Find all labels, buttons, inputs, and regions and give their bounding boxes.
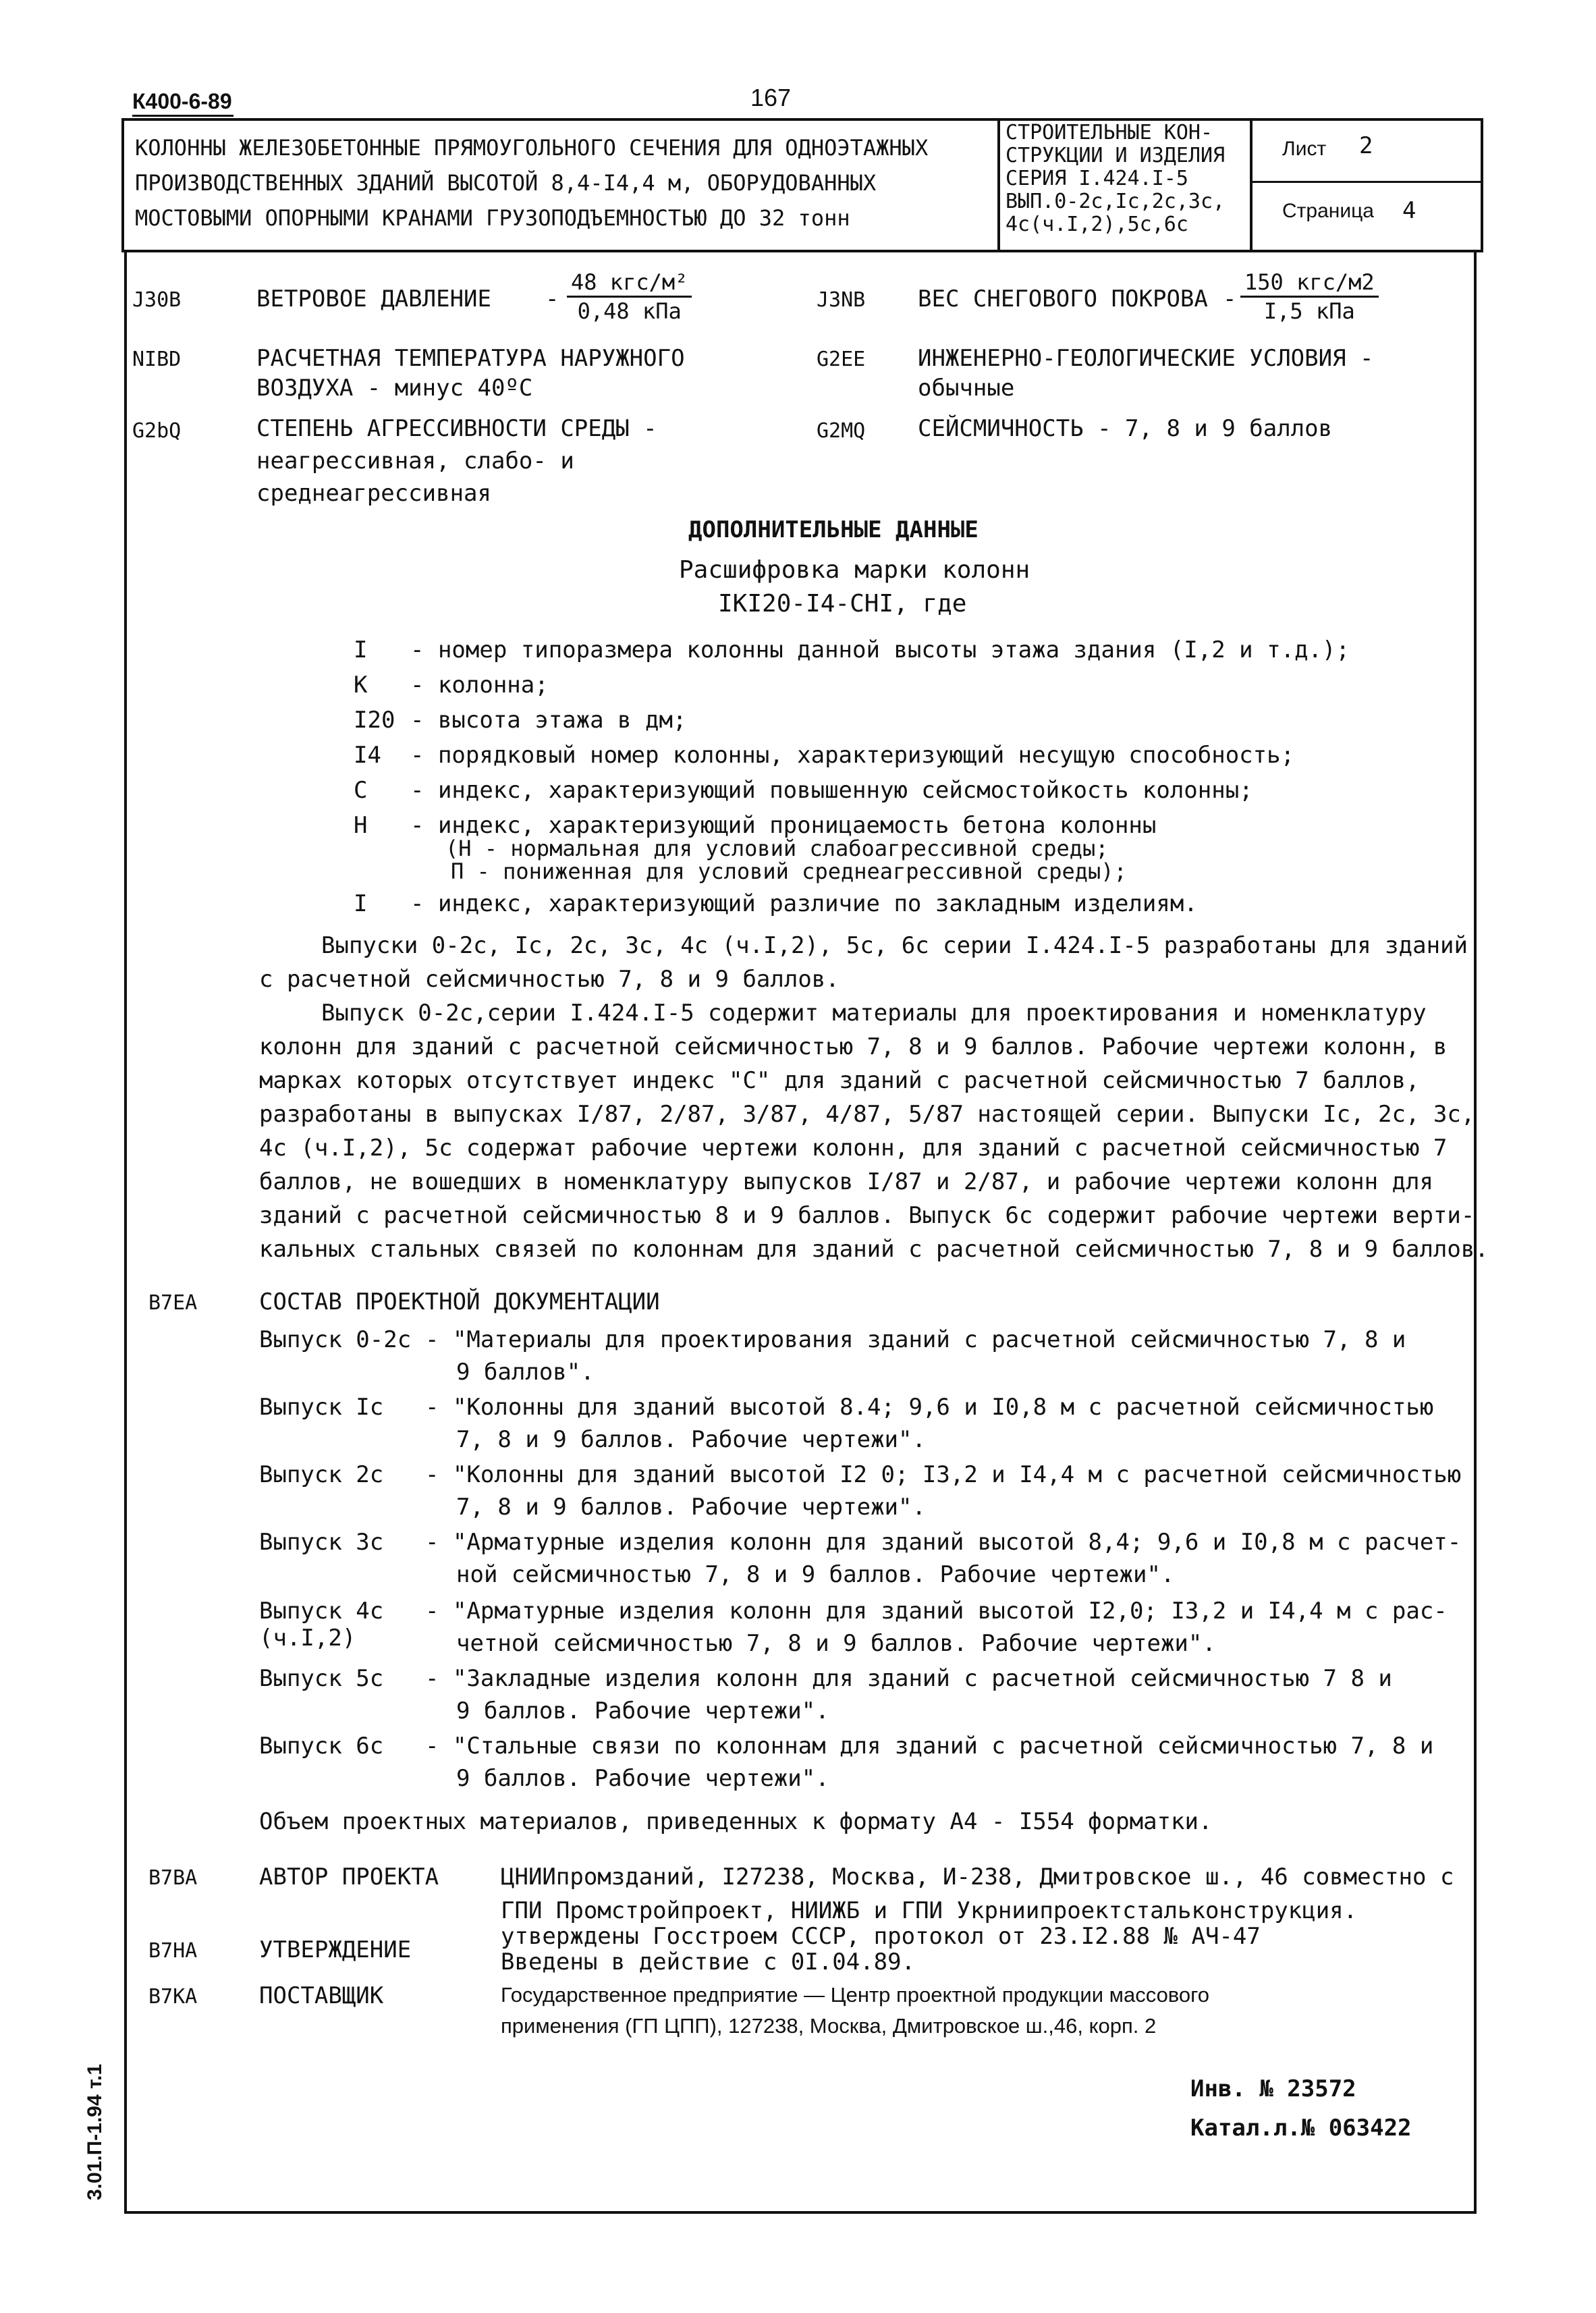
release-label: Выпуск 5с	[259, 1665, 384, 1692]
series-line-4: ВЫП.0-2с,Iс,2с,3с,	[1006, 190, 1226, 213]
legend-text: - индекс, характеризующий проницаемость бетона колонны	[410, 812, 1157, 839]
approval-label: УТВЕРЖДЕНИЕ	[259, 1936, 412, 1963]
catalog-number: Катал.л.№ 063422	[1190, 2115, 1412, 2142]
title-line-2: ПРОИЗВОДСТВЕННЫХ ЗДАНИЙ ВЫСОТОЙ 8,4-I4,4 м, ОБОРУДОВАННЫХ	[135, 170, 877, 196]
doc-code: К400-6-89	[132, 89, 232, 113]
supplier-line-1: Государственное предприятие — Центр проектной продукции массового	[501, 1983, 1210, 2007]
supplier-code: B7KA	[148, 1985, 198, 2009]
series-line-3: СЕРИЯ I.424.I-5	[1006, 167, 1188, 190]
author-line-2: ГПИ Промстройпроект, НИИЖБ и ГПИ Укрниипроектстальконструкция.	[501, 1897, 1358, 1924]
aggr-line-3: среднеагрессивная	[256, 480, 491, 507]
marking-example: IKI20-I4-CHI, где	[718, 590, 967, 618]
paragraph-line: 4с (ч.I,2), 5с содержат рабочие чертежи колонн, для зданий с расчетной сейсмичностью 7	[259, 1135, 1448, 1162]
release-desc: ной сейсмичностью 7, 8 и 9 баллов. Рабочие чертежи".	[456, 1561, 1175, 1588]
geo-line-2: обычные	[918, 375, 1015, 402]
paragraph-line: зданий с расчетной сейсмичностью 8 и 9 баллов. Выпуск 6с содержит рабочие чертежи верти-	[259, 1202, 1475, 1229]
release-desc: - "Закладные изделия колонн для зданий с расчетной сейсмичностью 7 8 и	[425, 1665, 1392, 1692]
supplier-label: ПОСТАВЩИК	[259, 1982, 384, 2009]
snow-label: ВЕС СНЕГОВОГО ПОКРОВА	[918, 285, 1208, 312]
release-label: Выпуск 4с	[259, 1598, 384, 1625]
release-desc: 9 баллов. Рабочие чертежи".	[456, 1697, 829, 1724]
approval-code: B7HA	[148, 1939, 198, 1963]
aggr-line-2: неагрессивная, слабо- и	[256, 447, 574, 474]
author-label: АВТОР ПРОЕКТА	[259, 1863, 439, 1890]
wind-numerator: 48 кгс/м²	[567, 269, 692, 298]
legend-text: - индекс, характеризующий повышенную сейсмостойкость колонны;	[410, 777, 1253, 804]
volume-note: Объем проектных материалов, приведенных к формату А4 - I554 форматки.	[259, 1808, 1213, 1835]
release-desc: 7, 8 и 9 баллов. Рабочие чертежи".	[456, 1494, 926, 1521]
title-line-3: МОСТОВЫМИ ОПОРНЫМИ КРАНАМИ ГРУЗОПОДЪЕМНОСТЬЮ ДО 32 тонн	[135, 205, 850, 231]
legend-text: - высота этажа в дм;	[410, 707, 687, 734]
release-label: Выпуск 2с	[259, 1461, 384, 1488]
legend-key: К	[354, 672, 368, 699]
paragraph-line: колонн для зданий с расчетной сейсмичностью 7, 8 и 9 баллов. Рабочие чертежи колонн, в	[259, 1033, 1448, 1060]
release-desc: 7, 8 и 9 баллов. Рабочие чертежи".	[456, 1426, 926, 1453]
snow-code: J3NB	[817, 288, 866, 312]
legend-text: - номер типоразмера колонны данной высоты этажа здания (I,2 и т.д.);	[410, 636, 1350, 663]
sheet-label: Лист	[1282, 138, 1327, 160]
release-desc: - "Арматурные изделия колонн для зданий высотой I2,0; I3,2 и I4,4 м с рас-	[425, 1598, 1448, 1625]
series-line-5: 4с(ч.I,2),5с,6с	[1006, 213, 1188, 236]
release-label: Выпуск 6с	[259, 1733, 384, 1760]
legend-subtext: (Н - нормальная для условий слабоагрессивной среды;	[445, 836, 1109, 861]
series-line-1: СТРОИТЕЛЬНЫЕ КОН-	[1006, 121, 1213, 144]
doc-code-underline	[132, 115, 233, 117]
paragraph-line: с расчетной сейсмичностью 7, 8 и 9 баллов.	[259, 966, 840, 993]
page-label: Страница	[1282, 200, 1374, 222]
legend-subtext: П - пониженная для условий среднеагрессивной среды);	[451, 859, 1127, 884]
release-label-part: (ч.I,2)	[259, 1625, 356, 1652]
legend-text: - порядковый номер колонны, характеризующий несущую способность;	[410, 742, 1295, 769]
release-desc: - "Колонны для зданий высотой 8.4; 9,6 и I0,8 м с расчетной сейсмичностью	[425, 1394, 1434, 1421]
paragraph-line: баллов, не вошедших в номенклатуру выпусков I/87 и 2/87, и рабочие чертежи колонн для	[259, 1168, 1433, 1195]
temp-code: NIBD	[132, 348, 182, 371]
release-desc: - "Материалы для проектирования зданий с расчетной сейсмичностью 7, 8 и	[425, 1326, 1406, 1353]
wind-code: J30B	[132, 288, 182, 312]
paragraph-line: разработаны в выпусках I/87, 2/87, 3/87, 4/87, 5/87 настоящей серии. Выпуски Iс, 2с, 3с,	[259, 1101, 1475, 1128]
release-desc: - "Колонны для зданий высотой I2 0; I3,2 и I4,4 м с расчетной сейсмичностью	[425, 1461, 1462, 1488]
legend-key: С	[354, 777, 368, 804]
aggr-code: G2bQ	[132, 419, 182, 443]
temp-line-2: ВОЗДУХА - минус 40ºС	[256, 375, 533, 402]
release-desc: 9 баллов. Рабочие чертежи".	[456, 1765, 829, 1792]
legend-text: - колонна;	[410, 672, 549, 699]
wind-fraction	[567, 269, 692, 325]
author-line-1: ЦНИИпромзданий, I27238, Москва, И-238, Дмитровское ш., 46 совместно с	[501, 1863, 1454, 1890]
snow-numerator: 150 кгс/м2	[1240, 269, 1379, 298]
legend-key: I20	[354, 707, 395, 734]
legend-text: - индекс, характеризующий различие по закладным изделиям.	[410, 890, 1198, 917]
author-code: B7BA	[148, 1866, 198, 1890]
paragraph-line: Выпуски 0-2с, Iс, 2с, 3с, 4с (ч.I,2), 5с, 6с серии I.424.I-5 разработаны для зданий	[321, 932, 1468, 959]
legend-key: I	[354, 636, 368, 663]
snow-denominator: I,5 кПа	[1263, 298, 1355, 324]
release-desc: четной сейсмичностью 7, 8 и 9 баллов. Рабочие чертежи".	[456, 1630, 1216, 1657]
geo-code: G2EE	[817, 348, 866, 371]
release-label: Выпуск 3с	[259, 1529, 384, 1556]
aggr-line-1: СТЕПЕНЬ АГРЕССИВНОСТИ СРЕДЫ -	[256, 415, 657, 442]
paragraph-line: Выпуск 0-2с,серии I.424.I-5 содержит материалы для проектирования и номенклатуру	[321, 1000, 1427, 1027]
wind-denominator: 0,48 кПа	[577, 298, 682, 324]
title-line-1: КОЛОННЫ ЖЕЛЕЗОБЕТОННЫЕ ПРЯМОУГОЛЬНОГО СЕЧЕНИЯ ДЛЯ ОДНОЭТАЖНЫХ	[135, 135, 929, 161]
seism-code: G2MQ	[817, 419, 866, 443]
approval-line-1: утверждены Госстроем СССР, протокол от 23.I2.88 № АЧ-47	[501, 1923, 1261, 1950]
temp-line-1: РАСЧЕТНАЯ ТЕМПЕРАТУРА НАРУЖНОГО	[256, 345, 685, 372]
seism-text: СЕЙСМИЧНОСТЬ - 7, 8 и 9 баллов	[918, 415, 1333, 442]
legend-key: Н	[354, 812, 368, 839]
release-label: Выпуск Iс	[259, 1394, 384, 1421]
paragraph-line: кальных стальных связей по колоннам для зданий с расчетной сейсмичностью 7, 8 и 9 баллов.	[259, 1236, 1489, 1263]
inventory-number: Инв. № 23572	[1190, 2075, 1356, 2102]
composition-title: СОСТАВ ПРОЕКТНОЙ ДОКУМЕНТАЦИИ	[259, 1288, 660, 1315]
extra-heading: ДОПОЛНИТЕЛЬНЫЕ ДАННЫЕ	[688, 516, 979, 543]
supplier-line-2: применения (ГП ЦПП), 127238, Москва, Дмитровское ш.,46, корп. 2	[501, 2014, 1157, 2038]
snow-dash: -	[1223, 285, 1237, 312]
geo-line-1: ИНЖЕНЕРНО-ГЕОЛОГИЧЕСКИЕ УСЛОВИЯ -	[918, 345, 1374, 372]
legend-key: I	[354, 890, 368, 917]
wind-label: ВЕТРОВОЕ ДАВЛЕНИЕ	[256, 285, 491, 312]
sheet-value: 2	[1359, 132, 1373, 159]
side-code: 3.01.П-1.94 т.1	[84, 2063, 106, 2200]
composition-code: B7EA	[148, 1291, 198, 1315]
page-number: 167	[750, 84, 792, 111]
wind-dash: -	[545, 285, 559, 312]
series-line-2: СТРУКЦИИ И ИЗДЕЛИЯ	[1006, 144, 1226, 167]
release-desc: - "Стальные связи по колоннам для зданий с расчетной сейсмичностью 7, 8 и	[425, 1733, 1434, 1760]
legend-key: I4	[354, 742, 381, 769]
release-label: Выпуск 0-2с	[259, 1326, 412, 1353]
marking-subtitle: Расшифровка марки колонн	[679, 556, 1030, 584]
page-value: 4	[1402, 197, 1416, 224]
paragraph-line: марках которых отсутствует индекс "С" для зданий с расчетной сейсмичностью 7 баллов,	[259, 1067, 1420, 1094]
snow-fraction	[1240, 269, 1379, 325]
approval-line-2: Введены в действие с 0I.04.89.	[501, 1949, 916, 1976]
release-desc: 9 баллов".	[456, 1359, 595, 1386]
release-desc: - "Арматурные изделия колонн для зданий высотой 8,4; 9,6 и I0,8 м с расчет-	[425, 1529, 1462, 1556]
